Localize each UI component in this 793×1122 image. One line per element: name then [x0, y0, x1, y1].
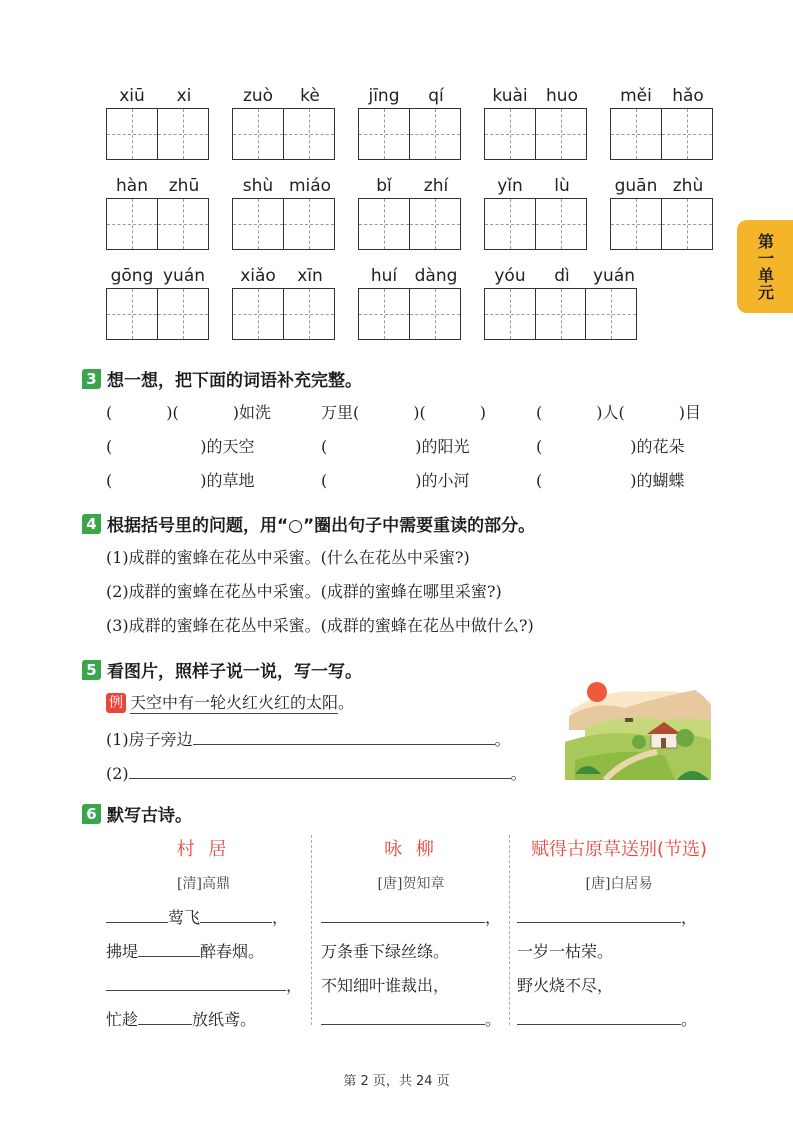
writing-boxes [358, 288, 462, 340]
pinyin-syllable: lù [554, 176, 570, 196]
writing-cell[interactable] [157, 288, 209, 340]
poem1-line-2 [106, 939, 264, 962]
answer-blank[interactable] [106, 975, 286, 991]
pinyin-word [358, 86, 462, 160]
stress-item-3: (3)成群的蜜蜂在花丛中采蜜。(成群的蜜蜂在花丛中做什么?) [106, 616, 534, 635]
pinyin-word [358, 266, 462, 340]
pinyin-word [610, 86, 714, 160]
writing-boxes [484, 198, 588, 250]
pinyin-word [484, 266, 640, 340]
writing-cell[interactable] [484, 288, 536, 340]
example-badge: 例 [106, 693, 126, 713]
writing-cell[interactable] [358, 288, 410, 340]
pinyin-syllable: zuò [242, 86, 274, 106]
poem2-line-3: 不知细叶谁裁出， [321, 976, 450, 995]
pinyin-label [484, 176, 588, 198]
writing-cell[interactable] [157, 108, 209, 160]
writing-cell[interactable] [358, 198, 410, 250]
writing-cell[interactable] [610, 108, 662, 160]
writing-boxes [106, 108, 210, 160]
phrase-row-2b [321, 434, 470, 457]
phrase-open: ( [106, 471, 113, 490]
poem3-line-2: 一岁一枯荣。 [517, 942, 614, 961]
answer-blank[interactable] [106, 907, 168, 923]
writing-boxes [358, 108, 462, 160]
idiom-2-mid: )( [413, 403, 426, 422]
writing-cell[interactable] [232, 288, 284, 340]
writing-cell[interactable] [409, 198, 461, 250]
pinyin-word [232, 176, 336, 250]
countryside-picture [565, 670, 713, 780]
writing-cell[interactable] [409, 108, 461, 160]
answer-blank[interactable] [138, 1009, 192, 1025]
poem1-line-4 [106, 1007, 256, 1030]
poem-text: 拂堤 [106, 942, 139, 961]
stress-item-1: (1)成群的蜜蜂在花丛中采蜜。(什么在花丛中采蜜?) [106, 548, 470, 567]
section-3-number: 3 [82, 369, 101, 389]
phrase-flower: )的花朵 [630, 437, 685, 456]
pinyin-row [106, 86, 736, 160]
pinyin-word [106, 266, 210, 340]
pinyin-label [610, 176, 714, 198]
phrase-open: ( [321, 437, 328, 456]
pinyin-word [358, 176, 462, 250]
poem-punct: ， [272, 908, 289, 927]
poem-punct: 。 [681, 1010, 698, 1029]
pinyin-label [232, 266, 336, 288]
pinyin-word [106, 86, 210, 160]
poem1-line-3 [106, 973, 302, 996]
pinyin-label [106, 266, 210, 288]
answer-blank[interactable] [200, 907, 272, 923]
poem-fudegu [514, 835, 724, 893]
answer-line-2[interactable] [129, 763, 511, 779]
section-5-number: 5 [82, 660, 101, 680]
write-prompt-1: (1)房子旁边 [106, 730, 193, 749]
writing-cell[interactable] [661, 198, 713, 250]
poem-cunju [106, 835, 301, 893]
pinyin-label [610, 86, 714, 108]
pinyin-syllable: qí [428, 86, 444, 106]
pinyin-syllable: zhí [423, 176, 449, 196]
pinyin-syllable: xīn [297, 266, 323, 286]
poem-title: 咏 柳 [384, 839, 438, 860]
write-period-1: 。 [494, 730, 511, 749]
writing-cell[interactable] [535, 198, 587, 250]
write-line-1 [106, 727, 511, 750]
answer-blank[interactable] [517, 1009, 681, 1025]
writing-cell[interactable] [484, 108, 536, 160]
writing-cell[interactable] [283, 288, 335, 340]
phrase-row-3 [106, 468, 255, 491]
pinyin-label [106, 86, 210, 108]
pinyin-syllable: dì [554, 266, 570, 286]
answer-blank[interactable] [138, 941, 200, 957]
phrase-sky: )的天空 [200, 437, 255, 456]
pinyin-syllable: xi [176, 86, 192, 106]
sun-icon [587, 682, 607, 702]
poem-title: 村 居 [176, 839, 231, 860]
section-4-title: 根据括号里的问题，用“○”圈出句子中需要重读的部分。 [107, 516, 536, 536]
pinyin-word [484, 176, 588, 250]
pinyin-label [232, 176, 336, 198]
pinyin-word [610, 176, 714, 250]
section-6-title: 默写古诗。 [107, 806, 192, 826]
pinyin-syllable: guān [614, 176, 658, 196]
pinyin-word [232, 86, 336, 160]
idiom-2-end: ) [479, 403, 486, 422]
writing-boxes [232, 108, 336, 160]
poem3-line-3: 野火烧不尽， [517, 976, 614, 995]
section-4-heading [82, 511, 535, 536]
unit-side-tab [737, 220, 793, 313]
writing-cell[interactable] [157, 198, 209, 250]
phrase-open: ( [536, 471, 543, 490]
poem-punct: 。 [485, 1010, 502, 1029]
phrase-open: ( [321, 471, 328, 490]
poem-punct: ， [485, 908, 502, 927]
writing-cell[interactable] [610, 198, 662, 250]
idiom-3-mid: )人( [596, 403, 625, 422]
poem2-line-1 [321, 905, 501, 928]
poem-yongliu [321, 835, 501, 893]
writing-cell[interactable] [585, 288, 637, 340]
pinyin-syllable: yuán [592, 266, 636, 286]
write-prompt-2: (2) [106, 764, 129, 783]
poem-title: 赋得古原草送别(节选) [530, 839, 708, 860]
writing-boxes [484, 288, 640, 340]
poem-author: [唐]贺知章 [377, 876, 445, 892]
poem-text: 放纸鸢。 [192, 1010, 257, 1029]
phrase-open: ( [536, 437, 543, 456]
phrase-butterfly: )的蝴蝶 [630, 471, 685, 490]
pinyin-syllable: xiǎo [240, 266, 276, 286]
writing-cell[interactable] [358, 108, 410, 160]
phrase-row-3c [536, 468, 685, 491]
page-footer: 第 2 页，共 24 页 [343, 1074, 450, 1089]
poem3-line-4 [517, 1007, 697, 1030]
section-5-title: 看图片，照样子说一说，写一写。 [107, 662, 362, 682]
pinyin-label [358, 86, 462, 108]
writing-cell[interactable] [106, 108, 158, 160]
writing-cell[interactable] [484, 198, 536, 250]
pinyin-label [232, 86, 336, 108]
poem-text: 醉春烟。 [200, 942, 265, 961]
writing-cell[interactable] [283, 198, 335, 250]
poem-text: 莺飞 [168, 908, 201, 927]
writing-cell[interactable] [661, 108, 713, 160]
pinyin-syllable: měi [620, 86, 652, 106]
pinyin-row [106, 266, 662, 340]
example-sentence [106, 690, 354, 713]
section-3-title: 想一想，把下面的词语补充完整。 [107, 371, 362, 391]
pinyin-syllable: xiū [119, 86, 145, 106]
unit-side-tab-label: 第一单元 [755, 232, 775, 301]
idiom-1-mid: )( [166, 403, 179, 422]
answer-line-1[interactable] [193, 729, 495, 745]
writing-cell[interactable] [409, 288, 461, 340]
pinyin-syllable: yuán [162, 266, 206, 286]
pinyin-syllable: yǐn [497, 176, 523, 196]
pinyin-syllable: kuài [492, 86, 528, 106]
poem3-line-1 [517, 905, 697, 928]
idiom-row-1 [106, 400, 271, 423]
answer-blank[interactable] [321, 1009, 485, 1025]
pinyin-syllable: hǎo [672, 86, 704, 106]
pinyin-syllable: shù [242, 176, 274, 196]
writing-boxes [232, 288, 336, 340]
poem-author: [清]高鼎 [177, 876, 230, 892]
poem-punct: ， [286, 976, 303, 995]
writing-boxes [610, 198, 714, 250]
writing-cell[interactable] [232, 108, 284, 160]
phrase-row-2c [536, 434, 685, 457]
poem-punct: ， [681, 908, 698, 927]
pinyin-label [358, 266, 462, 288]
writing-boxes [358, 198, 462, 250]
answer-blank[interactable] [321, 907, 485, 923]
writing-cell[interactable] [535, 288, 587, 340]
idiom-2-open: 万里( [321, 403, 360, 422]
example-period: 。 [338, 693, 355, 712]
phrase-sunlight: )的阳光 [415, 437, 470, 456]
pinyin-word [484, 86, 588, 160]
idiom-3-end: )目 [678, 403, 701, 422]
section-3-heading [82, 366, 362, 391]
idiom-row-1c [536, 400, 701, 423]
writing-cell[interactable] [106, 198, 158, 250]
writing-cell[interactable] [106, 288, 158, 340]
pinyin-word [232, 266, 336, 340]
stress-item-2: (2)成群的蜜蜂在花丛中采蜜。(成群的蜜蜂在哪里采蜜?) [106, 582, 502, 601]
pinyin-label [484, 86, 588, 108]
pinyin-syllable: miáo [288, 176, 332, 196]
section-5-heading [82, 657, 362, 682]
pinyin-syllable: hàn [116, 176, 148, 196]
idiom-1-open: ( [106, 403, 113, 422]
pinyin-syllable: kè [300, 86, 320, 106]
phrase-grass: )的草地 [200, 471, 255, 490]
phrase-row-2 [106, 434, 255, 457]
poem-text: 忙趁 [106, 1010, 139, 1029]
pinyin-syllable: huo [546, 86, 578, 106]
pinyin-syllable: gōng [110, 266, 154, 286]
example-text: 天空中有一轮火红火红的太阳 [130, 693, 339, 712]
pinyin-syllable: yóu [494, 266, 526, 286]
poem2-line-2: 万条垂下绿丝绦。 [321, 942, 450, 961]
writing-cell[interactable] [283, 108, 335, 160]
pinyin-label [106, 176, 210, 198]
write-line-2 [106, 761, 527, 784]
phrase-river: )的小河 [415, 471, 470, 490]
writing-cell[interactable] [535, 108, 587, 160]
writing-boxes [106, 288, 210, 340]
pinyin-syllable: dàng [414, 266, 458, 286]
poem-author: [唐]白居易 [585, 876, 653, 892]
poem1-line-1 [106, 905, 288, 928]
section-6-heading [82, 801, 192, 826]
poem-divider-2 [509, 835, 510, 1025]
pinyin-syllable: huí [370, 266, 398, 286]
poem2-line-4 [321, 1007, 501, 1030]
pinyin-label [358, 176, 462, 198]
writing-boxes [232, 198, 336, 250]
pinyin-syllable: bǐ [376, 176, 392, 196]
write-period-2: 。 [510, 764, 527, 783]
pinyin-syllable: zhū [168, 176, 200, 196]
pinyin-syllable: zhù [672, 176, 704, 196]
answer-blank[interactable] [517, 907, 681, 923]
writing-cell[interactable] [232, 198, 284, 250]
section-6-number: 6 [82, 804, 101, 824]
pinyin-word [106, 176, 210, 250]
idiom-1-end: )如洗 [232, 403, 271, 422]
idiom-row-1b [321, 400, 486, 423]
writing-boxes [484, 108, 588, 160]
writing-boxes [610, 108, 714, 160]
idiom-3-open: ( [536, 403, 543, 422]
section-4-number: 4 [82, 514, 101, 534]
poem-divider-1 [311, 835, 312, 1025]
pinyin-syllable: jīng [368, 86, 400, 106]
phrase-open: ( [106, 437, 113, 456]
pinyin-label [484, 266, 640, 288]
phrase-row-3b [321, 468, 470, 491]
pinyin-row [106, 176, 736, 250]
writing-boxes [106, 198, 210, 250]
